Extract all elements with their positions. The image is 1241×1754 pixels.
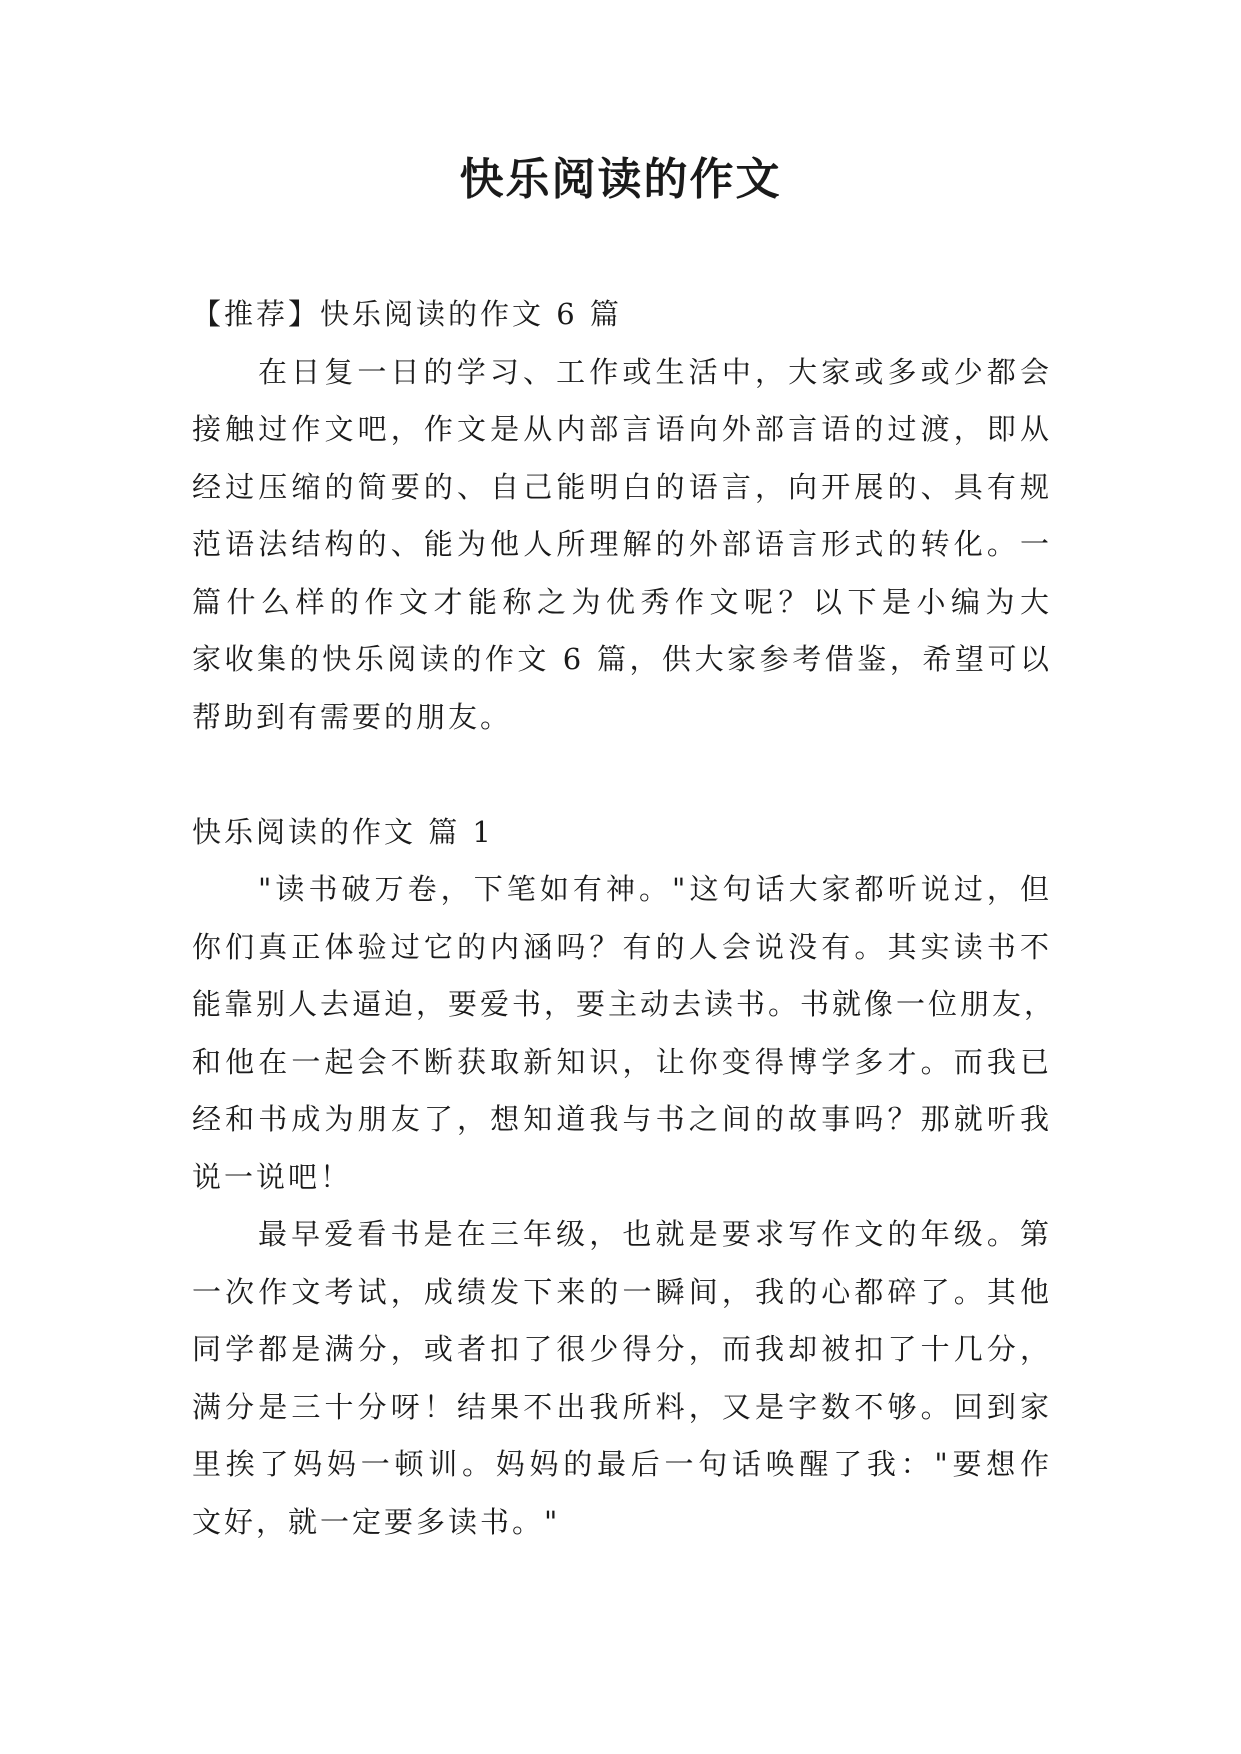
paragraph-line: 里挨了妈妈一顿训。妈妈的最后一句话唤醒了我："要想作 [192, 1447, 1052, 1481]
paragraph-line: 接触过作文吧，作文是从内部言语向外部言语的过渡，即从 [192, 412, 1052, 446]
paragraph-line: 和他在一起会不断获取新知识，让你变得博学多才。而我已 [192, 1044, 1052, 1079]
section-heading: 快乐阅读的作文 篇 1 [192, 814, 494, 849]
paragraph-line: 你们真正体验过它的内涵吗？有的人会说没有。其实读书不 [192, 929, 1052, 964]
paragraph-line: 篇什么样的作文才能称之为优秀作文呢？以下是小编为大 [192, 584, 1052, 619]
paragraph-line: 能靠别人去逼迫，要爱书，要主动去读书。书就像一位朋友， [192, 987, 1057, 1021]
document-title: 快乐阅读的作文 [459, 154, 782, 205]
paragraph-line: 经过压缩的简要的、自己能明白的语言，向开展的、具有规 [192, 469, 1052, 504]
paragraph-line: 同学都是满分，或者扣了很少得分，而我却被扣了十几分， [192, 1332, 1052, 1366]
paragraph-line: 帮助到有需要的朋友。 [192, 699, 513, 734]
paragraph-line: 文好，就一定要多读书。" [192, 1504, 561, 1539]
paragraph-line: 一次作文考试，成绩发下来的一瞬间，我的心都碎了。其他 [192, 1274, 1052, 1309]
paragraph-line: "读书破万卷，下笔如有神。"这句话大家都听说过，但 [258, 872, 1052, 906]
paragraph-line: 在日复一日的学习、工作或生活中，大家或多或少都会 [258, 354, 1052, 389]
spacer [192, 746, 1052, 804]
paragraph-line: 经和书成为朋友了，想知道我与书之间的故事吗？那就听我 [192, 1102, 1052, 1136]
intro-paragraph [192, 344, 1052, 747]
body-paragraph-2 [192, 1206, 1052, 1551]
document-body [192, 286, 1057, 1551]
paragraph-line: 说一说吧！ [192, 1159, 353, 1194]
paragraph-line: 范语法结构的、能为他人所理解的外部语言形式的转化。一 [192, 527, 1052, 561]
body-paragraph-1 [192, 861, 1057, 1206]
document-subtitle: 【推荐】快乐阅读的作文 6 篇 [192, 297, 622, 331]
paragraph-line: 最早爱看书是在三年级，也就是要求写作文的年级。第 [258, 1217, 1052, 1251]
paragraph-line: 家收集的快乐阅读的作文 6 篇，供大家参考借鉴，希望可以 [192, 642, 1052, 676]
paragraph-line: 满分是三十分呀！结果不出我所料，又是字数不够。回到家 [192, 1389, 1052, 1424]
